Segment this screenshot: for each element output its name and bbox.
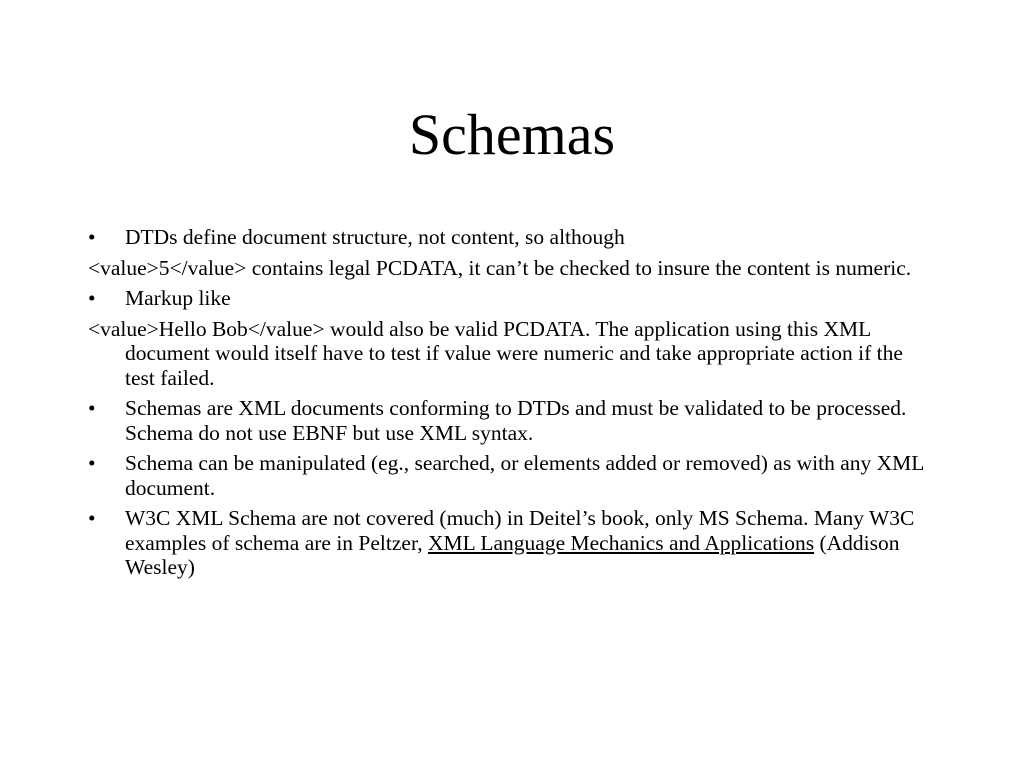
bullet-text: Schema can be manipulated (eg., searched, or elements added or removed) as with any XML document. (125, 451, 924, 500)
bullet-schema-manipulated (88, 451, 938, 500)
continuation-value-5: <value>5</value> contains legal PCDATA, it can’t be checked to insure the content is numeric. (88, 255, 912, 280)
book-title-link[interactable]: XML Language Mechanics and Applications (428, 530, 815, 555)
bullet-text: Schemas are XML documents conforming to DTDs and must be validated to be processed. Schema do not use EBNF but use XML syntax. (125, 396, 907, 445)
bullet-icon: • (88, 225, 96, 249)
bullet-markup-like (88, 286, 938, 311)
bullet-icon: • (88, 506, 96, 530)
bullet-text-after: (Addison Wesley) (125, 530, 900, 579)
bullet-dtds-define (88, 225, 938, 250)
slide-body (88, 225, 938, 586)
continuation-hello-bob: <value>Hello Bob</value> would also be valid PCDATA. The application using this XML document would itself have to test if value were numeric and take appropriate action if the test failed. (88, 316, 903, 390)
bullet-icon: • (88, 396, 96, 420)
bullet-text (125, 506, 914, 579)
bullet-text: DTDs define document structure, not content, so although (125, 225, 625, 249)
bullet-w3c-schema (88, 506, 938, 580)
slide-title: Schemas (408, 102, 616, 167)
bullet-text: Markup like (125, 286, 231, 310)
bullet-schemas-are-xml (88, 396, 938, 445)
bullet-icon: • (88, 286, 96, 310)
bullet-text-before: W3C XML Schema are not covered (much) in Deitel’s book, only MS Schema. Many W3C examples of schema are in Peltzer, (125, 506, 915, 555)
bullet-icon: • (88, 451, 96, 475)
